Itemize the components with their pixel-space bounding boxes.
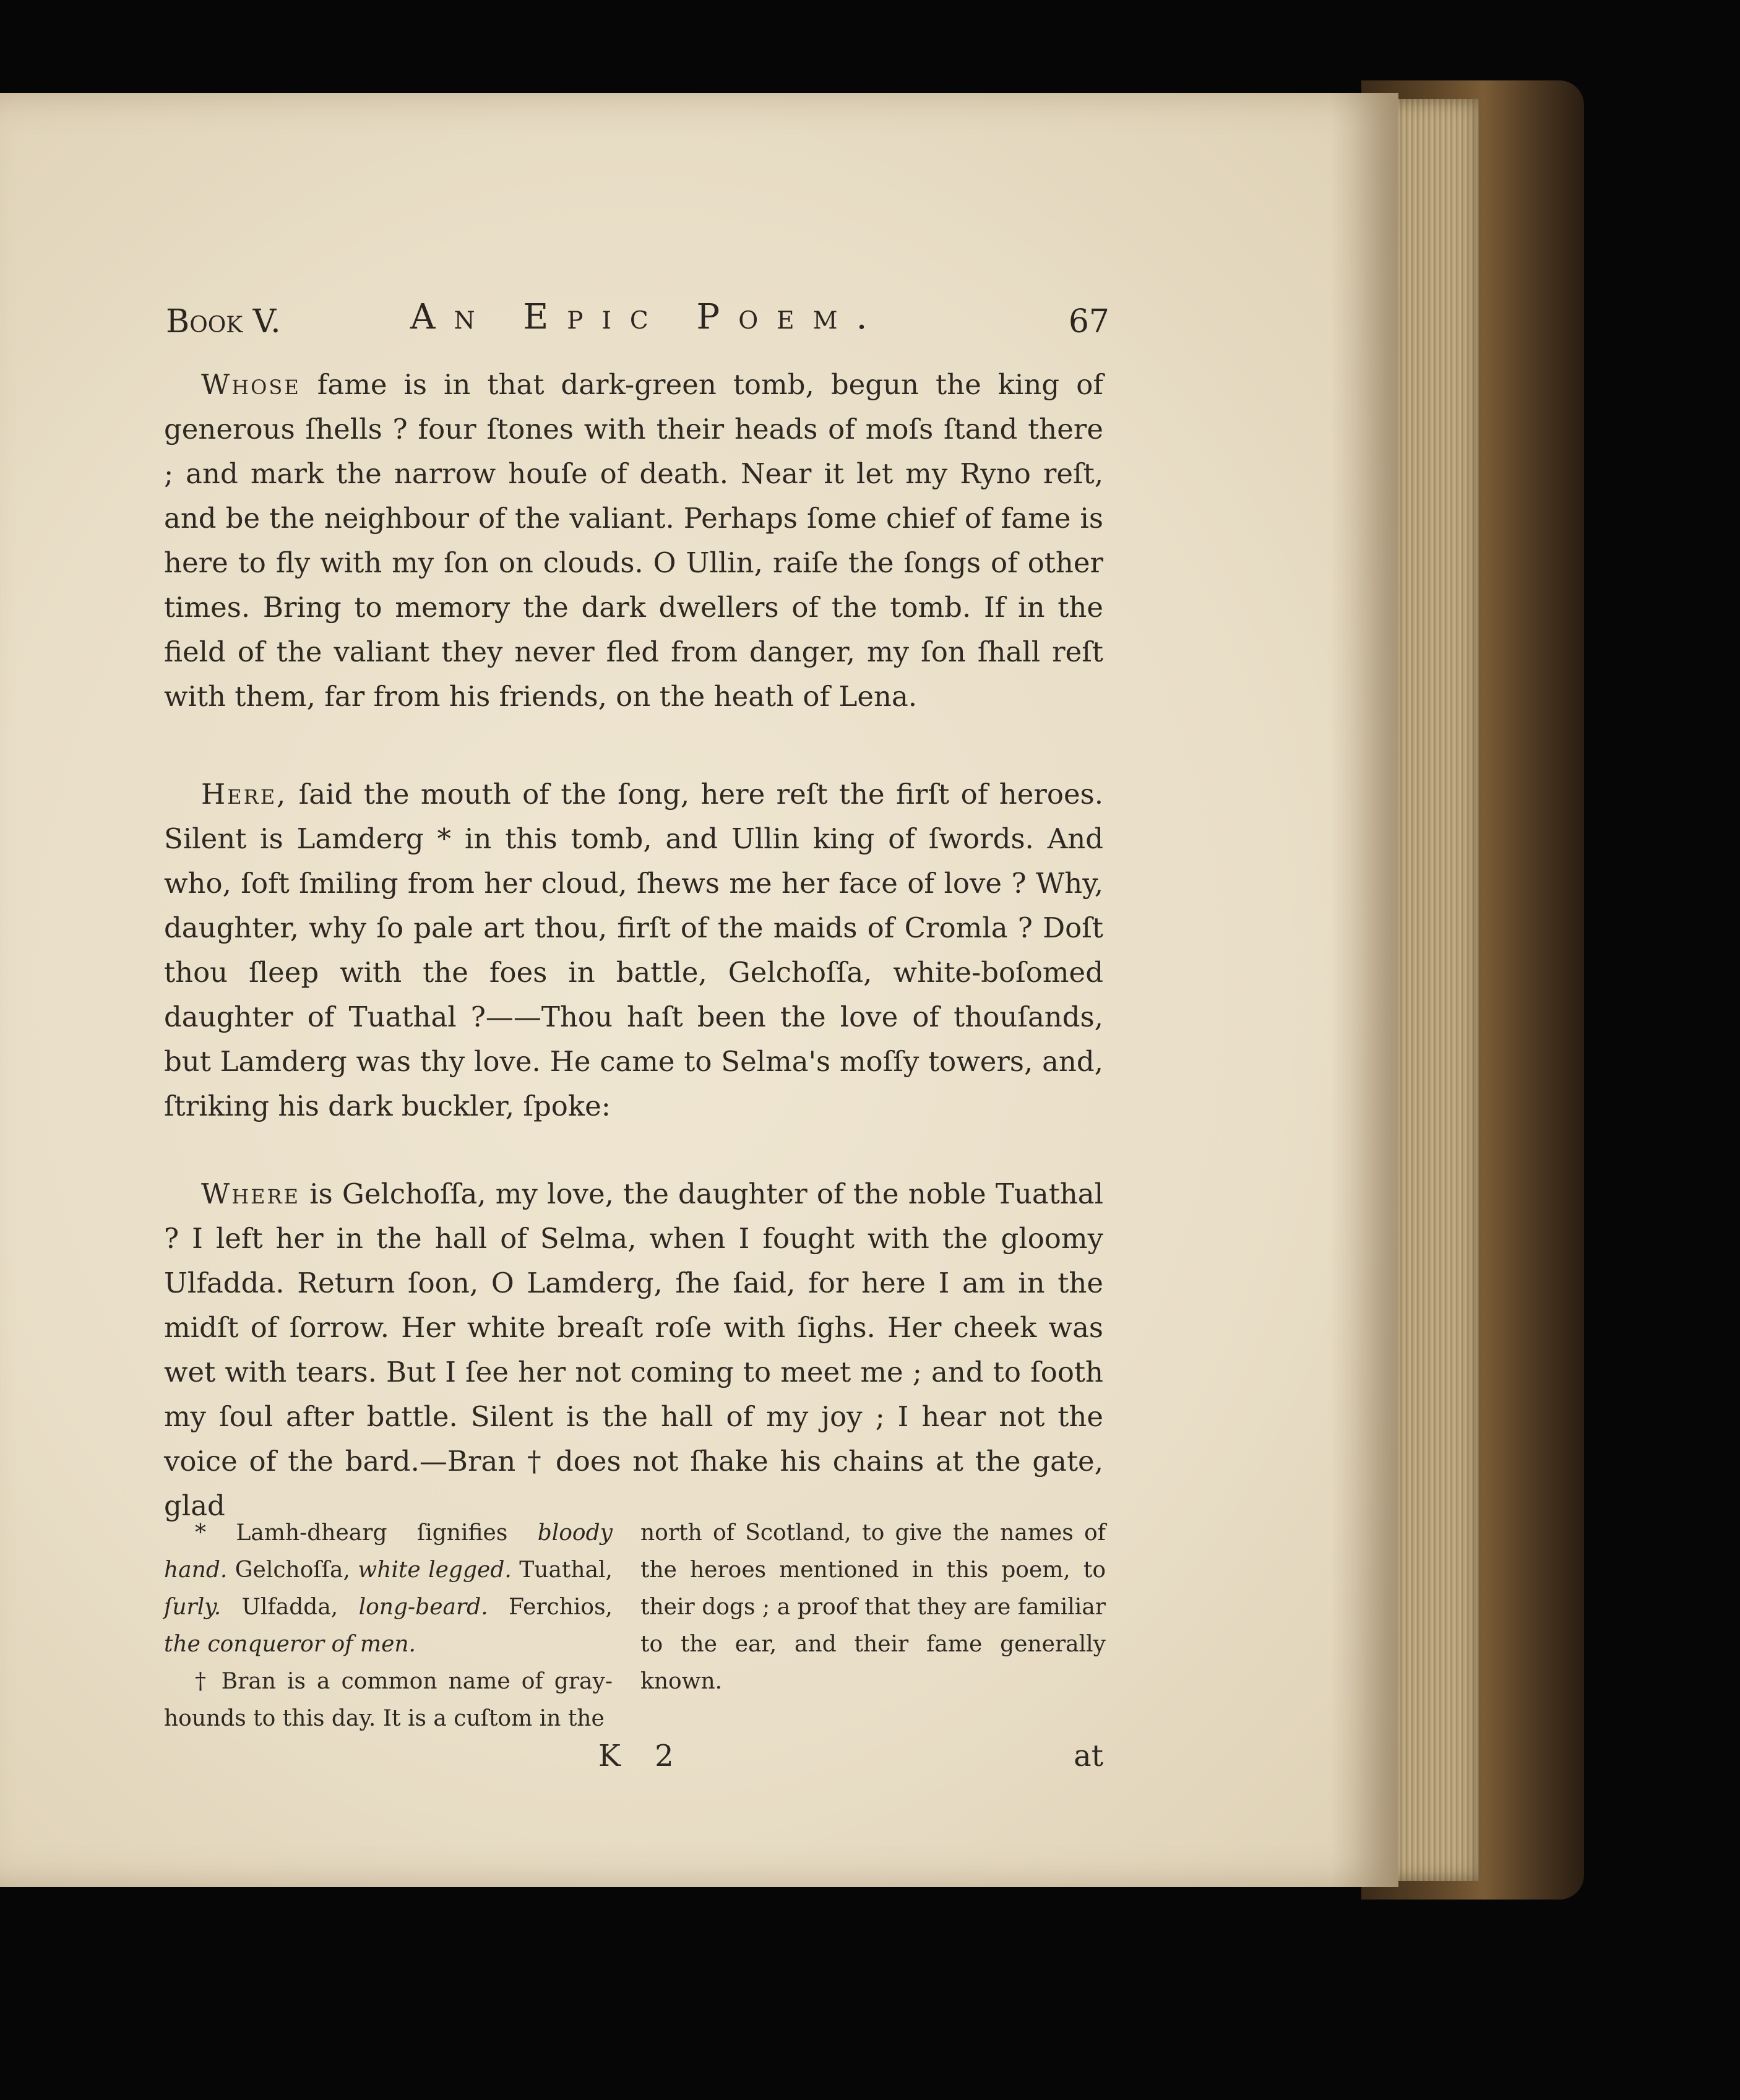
paragraph-1-text: fame is in that dark-green tomb, begun the king of generous ſhells ? four ſtones with their heads of moſs ſtand there ; and mark the narrow houſe of death. Near it let my Ryno reſt, and be the neighbour of the valiant. Perhaps ſome chief of fame is here to fly with my ſon on clouds. O Ullin, raiſe the ſongs of other times. Bring to memory the dark dwellers of the tomb. If in the field of the valiant they never fled from danger, my ſon ſhall reſt with them, far from his friends, on the heath of Lena. xyxy=(164,368,1103,713)
footnote-1 xyxy=(164,1515,613,1663)
page-number: 67 xyxy=(1068,303,1109,340)
running-head xyxy=(166,297,1109,346)
paragraph-3 xyxy=(164,1172,1103,1528)
footnote-2: † Bran is a common name of gray-hounds to this day. It is a cuſtom in the xyxy=(164,1669,613,1731)
footnotes-right-column xyxy=(640,1515,1106,1700)
page-edges xyxy=(1386,99,1479,1881)
footnote-1-gloss: the conqueror of men. xyxy=(164,1632,416,1657)
footnote-2-continued: north of Scotland, to give the names of the heroes mentioned in this poem, to their dogs ; a proof that they are familiar to the ear, and their fame generally known. xyxy=(640,1520,1106,1694)
paragraph-2 xyxy=(164,772,1103,1129)
paragraph-3-text: is Gelchoſſa, my love, the daughter of the noble Tuathal ? I left her in the hall of Selma, when I fought with the gloomy Ulfadda. Return ſoon, O Lamderg, ſhe ſaid, for here I am in the midſt of ſorrow. Her white breaſt roſe with ſighs. Her cheek was wet with tears. But I ſee her not coming to meet me ; and to ſooth my ſoul after battle. Silent is the hall of my joy ; I hear not the voice of the bard.—Bran † does not ſhake his chains at the gate, glad xyxy=(164,1177,1103,1522)
footnote-1-text: Ferchios, xyxy=(488,1594,613,1620)
paragraph-3-lead: Where xyxy=(201,1177,300,1210)
paragraph-2-lead: Here, xyxy=(201,778,288,811)
footnote-1-gloss: bloody hand. xyxy=(164,1520,613,1583)
footnotes-left-column xyxy=(164,1515,613,1737)
footnote-1-text: Lamh-dhearg ſignifies xyxy=(236,1520,538,1546)
paragraph-2-text: ſaid the mouth of the ſong, here reſt the firſt of heroes. Silent is Lamderg * in this tomb, and Ullin king of ſwords. And who, ſoft ſmiling from her cloud, ſhews me her face of love ? Why, daughter, why ſo pale art thou, firſt of the maids of Cromla ? Doſt thou ſleep with the foes in battle, Gelchoſſa, white-boſomed daughter of Tuathal ?——Thou haſt been the love of thouſands, but Lamderg was thy love. He came to Selma's moſſy towers, and, ſtriking his dark buckler, ſpoke: xyxy=(164,778,1103,1122)
footnote-1-gloss: ſurly. xyxy=(164,1594,222,1620)
running-head-book: Book V. xyxy=(166,303,281,340)
catchword: at xyxy=(1074,1739,1103,1773)
footnote-1-marker: * xyxy=(195,1520,236,1546)
page-shadow xyxy=(1330,93,1398,1887)
paragraph-1 xyxy=(164,363,1103,719)
running-head-title: An Epic Poem. xyxy=(410,297,886,337)
paragraph-1-lead: Whose xyxy=(201,368,301,401)
footnote-1-gloss: long-beard. xyxy=(358,1594,488,1620)
footnote-1-text: Gelchoſſa, xyxy=(227,1557,358,1583)
page-foot xyxy=(164,1739,1103,1782)
footnote-1-text: Tuathal, xyxy=(511,1557,613,1583)
footnote-1-gloss: white legged. xyxy=(358,1557,512,1583)
signature-mark: K 2 xyxy=(598,1739,686,1773)
footnote-1-text: Ulfadda, xyxy=(221,1594,359,1620)
